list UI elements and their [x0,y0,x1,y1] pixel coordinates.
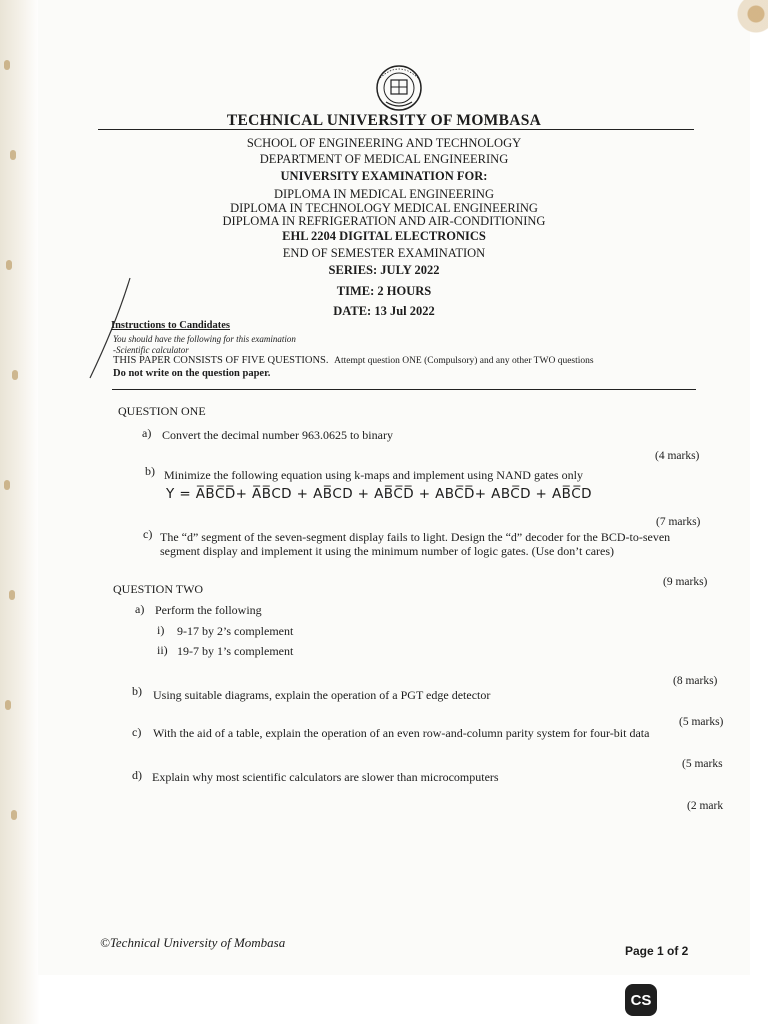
q1-a-text: Convert the decimal number 963.0625 to binary [162,428,393,442]
exam-time: TIME: 2 HOURS [336,284,432,298]
q2-a-i-label: i) [157,623,165,637]
instructions-line-4: Do not write on the question paper. [113,368,271,379]
q2-c-label: c) [132,725,142,739]
q2-a-marks: (8 marks) [673,675,718,687]
exam-for-heading: UNIVERSITY EXAMINATION FOR: [280,169,488,183]
q1-c-label: c) [143,527,153,541]
course-code-title: EHL 2204 DIGITAL ELECTRONICS [282,229,486,243]
edge-mark [4,60,10,70]
q2-c-text: With the aid of a table, explain the operation of an even row-and-column parity system for four-bit data [153,726,650,740]
programme-1: DIPLOMA IN MEDICAL ENGINEERING [273,187,494,201]
department-name: DEPARTMENT OF MEDICAL ENGINEERING [259,152,509,166]
q2-a-ii-label: ii) [157,643,168,657]
edge-mark [5,700,11,710]
camscanner-badge-icon: CS [625,984,657,1016]
question-one-title: QUESTION ONE [118,404,206,418]
q1-c-marks: (9 marks) [663,576,708,588]
exam-series: SERIES: JULY 2022 [328,263,440,277]
q2-a-i-text: 9-17 by 2’s complement [177,624,294,638]
q2-a-text: Perform the following [155,603,262,617]
footer-copyright: ©Technical University of Mombasa [100,935,286,950]
edge-mark [4,480,10,490]
q2-a-label: a) [135,602,145,616]
q1-c-text-line-1: The “d” segment of the seven-segment display fails to light. Design the “d” decoder for the BCD-to-seven [160,530,671,544]
q2-b-text: Using suitable diagrams, explain the operation of a PGT edge detector [153,688,491,702]
header-divider [98,129,694,130]
exam-date: DATE: 13 Jul 2022 [333,304,435,318]
q1-b-marks: (7 marks) [656,516,701,528]
instructions-line-3-rest: Attempt question ONE (Compulsory) and any other TWO questions [334,356,594,366]
university-name: TECHNICAL UNIVERSITY OF MOMBASA [226,112,542,129]
q2-c-marks: (5 marks [682,758,723,770]
background-pattern-corner [708,0,768,70]
q1-b-text: Minimize the following equation using k-maps and implement using NAND gates only [164,468,583,482]
university-seal-logo [366,58,432,112]
q1-b-label: b) [145,464,155,478]
footer-page-number: Page 1 of 2 [625,944,689,958]
programme-2: DIPLOMA IN TECHNOLOGY MEDICAL ENGINEERING [230,201,538,215]
q1-a-label: a) [142,426,152,440]
instructions-line-1: You should have the following for this examination [113,334,296,344]
q2-d-label: d) [132,768,142,782]
edge-mark [11,810,17,820]
instructions-line-3-caps: THIS PAPER CONSISTS OF FIVE QUESTIONS. [113,355,329,366]
edge-mark [9,590,15,600]
q2-b-label: b) [132,684,142,698]
instructions-title: Instructions to Candidates [111,320,231,331]
question-two-title: QUESTION TWO [113,582,204,596]
q1-c-text-line-2: segment display and implement it using the minimum number of logic gates. (Use don’t cares) [160,544,615,558]
q2-b-marks: (5 marks) [679,716,724,728]
q2-d-text: Explain why most scientific calculators are slower than microcomputers [152,770,499,784]
instructions-divider [112,389,696,390]
programme-3: DIPLOMA IN REFRIGERATION AND AIR-CONDITIONING [222,214,546,228]
exam-type: END OF SEMESTER EXAMINATION [282,246,486,260]
q1-b-equation: Y = A̅B̅C̅D̅+ A̅B̅CD + AB̅CD + AB̅C̅D̅ + ABC̅D̅+ ABC̅D + AB̅C̅D [166,486,592,502]
q2-d-marks: (2 mark [687,800,724,812]
instructions-line-3 [113,355,594,366]
instructions-line-2: -Scientific calculator [113,345,189,355]
edge-mark [12,370,18,380]
q1-a-marks: (4 marks) [655,450,700,462]
q2-a-ii-text: 19-7 by 1’s complement [177,644,294,658]
school-name: SCHOOL OF ENGINEERING AND TECHNOLOGY [246,136,522,150]
